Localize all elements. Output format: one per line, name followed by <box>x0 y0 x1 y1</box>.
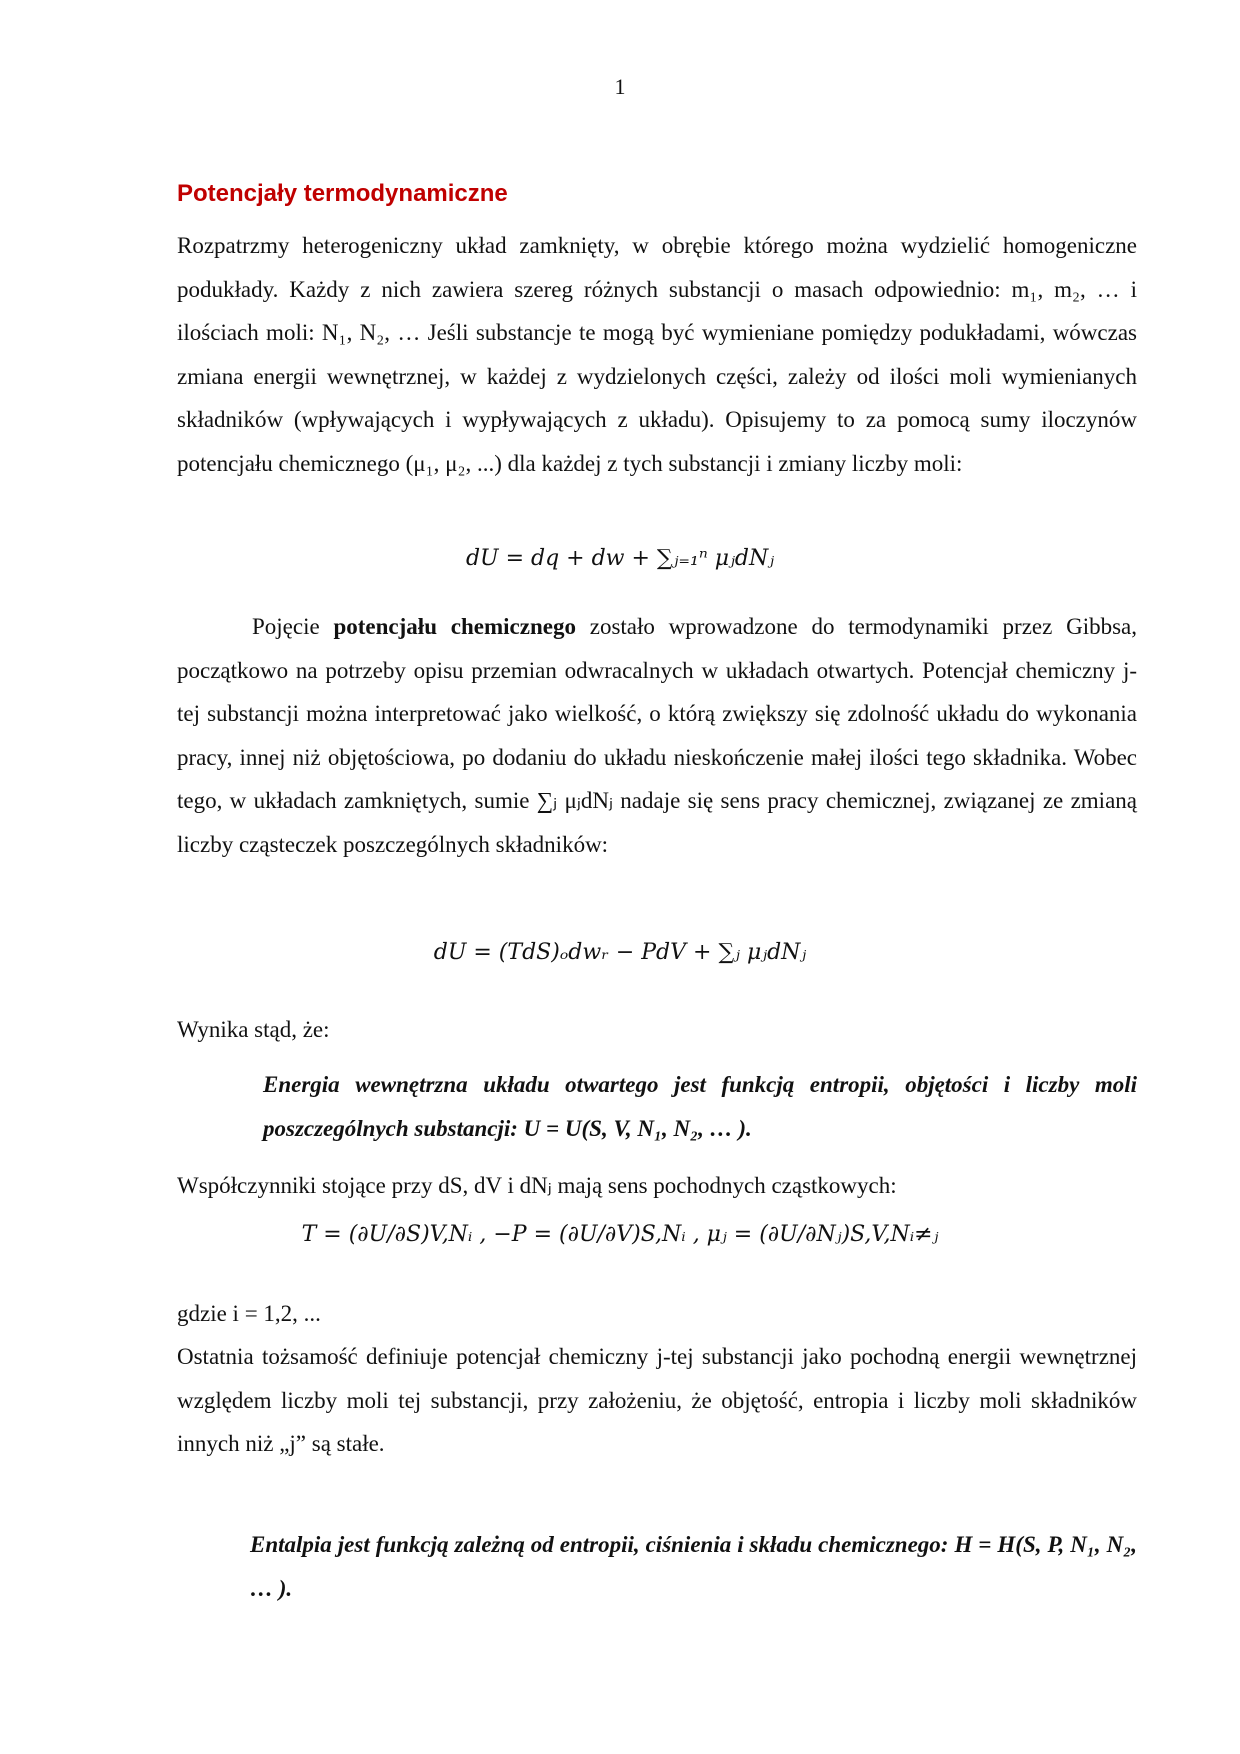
text-wynika: Wynika stąd, że: <box>177 1017 330 1042</box>
p2-rest: zostało wprowadzone do termodynamiki przez Gibbsa, początkowo na potrzeby opisu przemian odwracalnych w układach otwartych. Potencjał chemiczny j-tej substancji można interpretować jako wielkość, o którą zwiększy się zdolność układu do wykonania pracy, innej niż objętościowa, po dodaniu do układu nieskończenie małej ilości tego składnika. Wobec tego, w układach zamkniętych, sumie ∑ⱼ μⱼdNⱼ nadaje się sens pracy chemicznej, związanej ze zmianą liczby cząsteczek poszczególnych składników: <box>177 614 1138 857</box>
paragraph-chemical-potential <box>177 605 1137 866</box>
equation-du-tds: dU = (TdS)ₒdwᵣ − PdV + ∑ⱼ μⱼdNⱼ <box>433 940 807 965</box>
paragraph-last-identity: Ostatnia tożsamość definiuje potencjał chemiczny j-tej substancji jako pochodną energii wewnętrznej względem liczby moli tej substancji, przy założeniu, że objętość, entropia i liczby moli składników innych niż „j” są stałe. <box>177 1344 1137 1456</box>
text-gdzie: gdzie i = 1,2, ... <box>177 1301 321 1326</box>
statement-internal-energy: Energia wewnętrzna układu otwartego jest funkcją entropii, objętości i liczby moli poszczególnych substancji: U = U(S, V, N₁, N₂, … ). <box>263 1072 1137 1141</box>
paragraph-intro: Rozpatrzmy heterogeniczny układ zamknięty, w obrębie którego można wydzielić homogeniczne podukłady. Każdy z nich zawiera szereg różnych substancji o masach odpowiednio: m₁, m₂, … i ilościach moli: N₁, N₂, … Jeśli substancje te mogą być wymieniane pomiędzy podukładami, wówczas zmiana energii wewnętrznej, w każdej z wydzielonych części, zależy od ilości moli wymienianych składników (wpływających i wypływających z układu). Opisujemy to za pomocą sumy iloczynów potencjału chemicznego (μ₁, μ₂, ...) dla każdej z tych substancji i zmiany liczby moli: <box>177 233 1137 476</box>
text-coefficients: Współczynniki stojące przy dS, dV i dNⱼ mają sens pochodnych cząstkowych: <box>177 1173 897 1198</box>
page-number: 1 <box>614 74 626 99</box>
statement-enthalpy: Entalpia jest funkcją zależną od entropii, ciśnienia i składu chemicznego: H = H(S, P, N₁, N₂, … ). <box>250 1532 1137 1601</box>
p2-bold-term: potencjału chemicznego <box>333 614 576 639</box>
equation-du-sum: dU = dq + dw + ∑ⱼ₌₁ⁿ μⱼdNⱼ <box>465 546 775 571</box>
p2-start: Pojęcie <box>252 614 334 639</box>
equation-partials: T = (∂U/∂S)V,Nᵢ , −P = (∂U/∂V)S,Nᵢ , μⱼ = (∂U/∂Nⱼ)S,V,Nᵢ≠ⱼ <box>301 1222 939 1247</box>
section-title: Potencjały termodynamiczne <box>177 180 508 207</box>
